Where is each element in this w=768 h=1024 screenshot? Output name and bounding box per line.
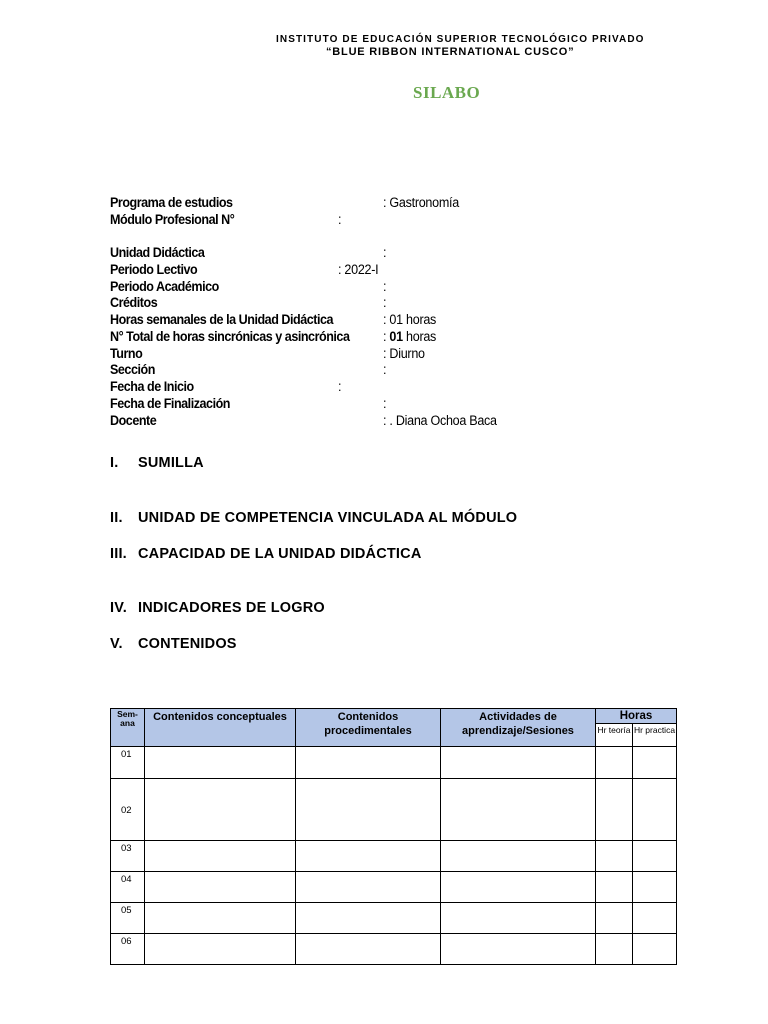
col-header-hr-teoria: Hr teoría <box>596 724 633 747</box>
table-row <box>111 841 677 872</box>
table-row <box>111 872 677 903</box>
table-cell <box>633 903 677 934</box>
label-docente: Docente <box>110 413 157 428</box>
section-title: CAPACIDAD DE LA UNIDAD DIDÁCTICA <box>138 546 422 562</box>
table-cell <box>633 872 677 903</box>
table-cell <box>633 934 677 965</box>
table-cell <box>145 903 296 934</box>
value-total-horas <box>383 329 436 344</box>
value-total-horas-suffix: horas <box>406 329 437 344</box>
table-row <box>111 934 677 965</box>
section-heading-indicadores <box>110 600 325 616</box>
table-cell <box>296 841 441 872</box>
section-number: II. <box>110 510 123 526</box>
value-programa: : Gastronomía <box>383 195 459 210</box>
table-cell <box>296 934 441 965</box>
value-docente: : . Diana Ochoa Baca <box>383 413 497 428</box>
table-cell <box>296 747 441 779</box>
table-cell <box>145 872 296 903</box>
table-cell <box>596 872 633 903</box>
table-cell <box>596 841 633 872</box>
value-seccion: : <box>383 362 387 377</box>
week-cell: 05 <box>111 903 145 934</box>
label-fecha-fin: Fecha de Finalización <box>110 396 231 411</box>
section-heading-sumilla <box>110 455 204 471</box>
section-heading-capacidad <box>110 546 422 562</box>
section-heading-contenidos <box>110 636 237 652</box>
table-cell <box>633 841 677 872</box>
section-number: I. <box>110 455 119 471</box>
document-title: SILABO <box>413 83 481 102</box>
section-number: III. <box>110 546 127 562</box>
table-cell <box>441 934 596 965</box>
table-cell <box>145 779 296 841</box>
section-heading-competencia <box>110 510 517 526</box>
label-periodo-academico: Periodo Académico <box>110 279 219 294</box>
table-row <box>111 903 677 934</box>
value-creditos: : <box>383 295 387 310</box>
col-header-procedimentales: Contenidos procedimentales <box>296 709 441 747</box>
col-header-actividades: Actividades de aprendizaje/Sesiones <box>441 709 596 747</box>
col-header-semana: Sem-ana <box>111 709 145 747</box>
table-cell <box>441 903 596 934</box>
table-row <box>111 779 677 841</box>
table-cell <box>596 747 633 779</box>
label-fecha-inicio: Fecha de Inicio <box>110 379 194 394</box>
table-cell <box>596 903 633 934</box>
section-number: IV. <box>110 600 127 616</box>
value-horas-semanales: : 01 horas <box>383 312 437 327</box>
table-cell <box>596 779 633 841</box>
value-fecha-fin: : <box>383 396 387 411</box>
label-turno: Turno <box>110 346 143 361</box>
label-horas-semanales: Horas semanales de la Unidad Didáctica <box>110 312 334 327</box>
col-header-hr-practica: Hr practica <box>633 724 677 747</box>
label-periodo-lectivo: Periodo Lectivo <box>110 262 198 277</box>
table-cell <box>441 841 596 872</box>
value-periodo-lectivo: : 2022-I <box>338 262 379 277</box>
col-header-conceptuales: Contenidos conceptuales <box>145 709 296 747</box>
label-modulo: Módulo Profesional N° <box>110 212 235 227</box>
value-total-horas-prefix: : <box>383 329 387 344</box>
section-title: SUMILLA <box>138 455 204 471</box>
label-programa: Programa de estudios <box>110 195 233 210</box>
value-unidad: : <box>383 245 387 260</box>
table-cell <box>296 872 441 903</box>
week-cell: 04 <box>111 872 145 903</box>
week-cell: 02 <box>111 779 145 841</box>
label-creditos: Créditos <box>110 295 158 310</box>
value-modulo: : <box>338 212 342 227</box>
value-periodo-academico: : <box>383 279 387 294</box>
contents-table <box>110 708 677 965</box>
section-title: INDICADORES DE LOGRO <box>138 600 325 616</box>
table-cell <box>441 779 596 841</box>
label-unidad: Unidad Didáctica <box>110 245 205 260</box>
section-number: V. <box>110 636 123 652</box>
week-cell: 06 <box>111 934 145 965</box>
week-cell: 03 <box>111 841 145 872</box>
week-cell: 01 <box>111 747 145 779</box>
table-cell <box>296 779 441 841</box>
institution-brand: “BLUE RIBBON INTERNATIONAL CUSCO” <box>326 46 575 58</box>
table-cell <box>145 841 296 872</box>
table-cell <box>296 903 441 934</box>
table-cell <box>596 934 633 965</box>
section-title: UNIDAD DE COMPETENCIA VINCULADA AL MÓDULO <box>138 510 518 526</box>
table-cell <box>145 934 296 965</box>
value-turno: : Diurno <box>383 346 425 361</box>
label-total-horas: N° Total de horas sincrónicas y asincrónica <box>110 329 350 344</box>
table-row <box>111 747 677 779</box>
institute-name: INSTITUTO DE EDUCACIÓN SUPERIOR TECNOLÓGICO PRIVADO <box>276 34 645 45</box>
table-cell <box>441 872 596 903</box>
label-seccion: Sección <box>110 362 155 377</box>
value-total-horas-number: 01 <box>389 329 403 344</box>
table-cell <box>633 747 677 779</box>
col-header-horas: Horas <box>596 709 677 724</box>
value-fecha-inicio: : <box>338 379 342 394</box>
section-title: CONTENIDOS <box>138 636 237 652</box>
table-cell <box>441 747 596 779</box>
table-cell <box>633 779 677 841</box>
table-cell <box>145 747 296 779</box>
